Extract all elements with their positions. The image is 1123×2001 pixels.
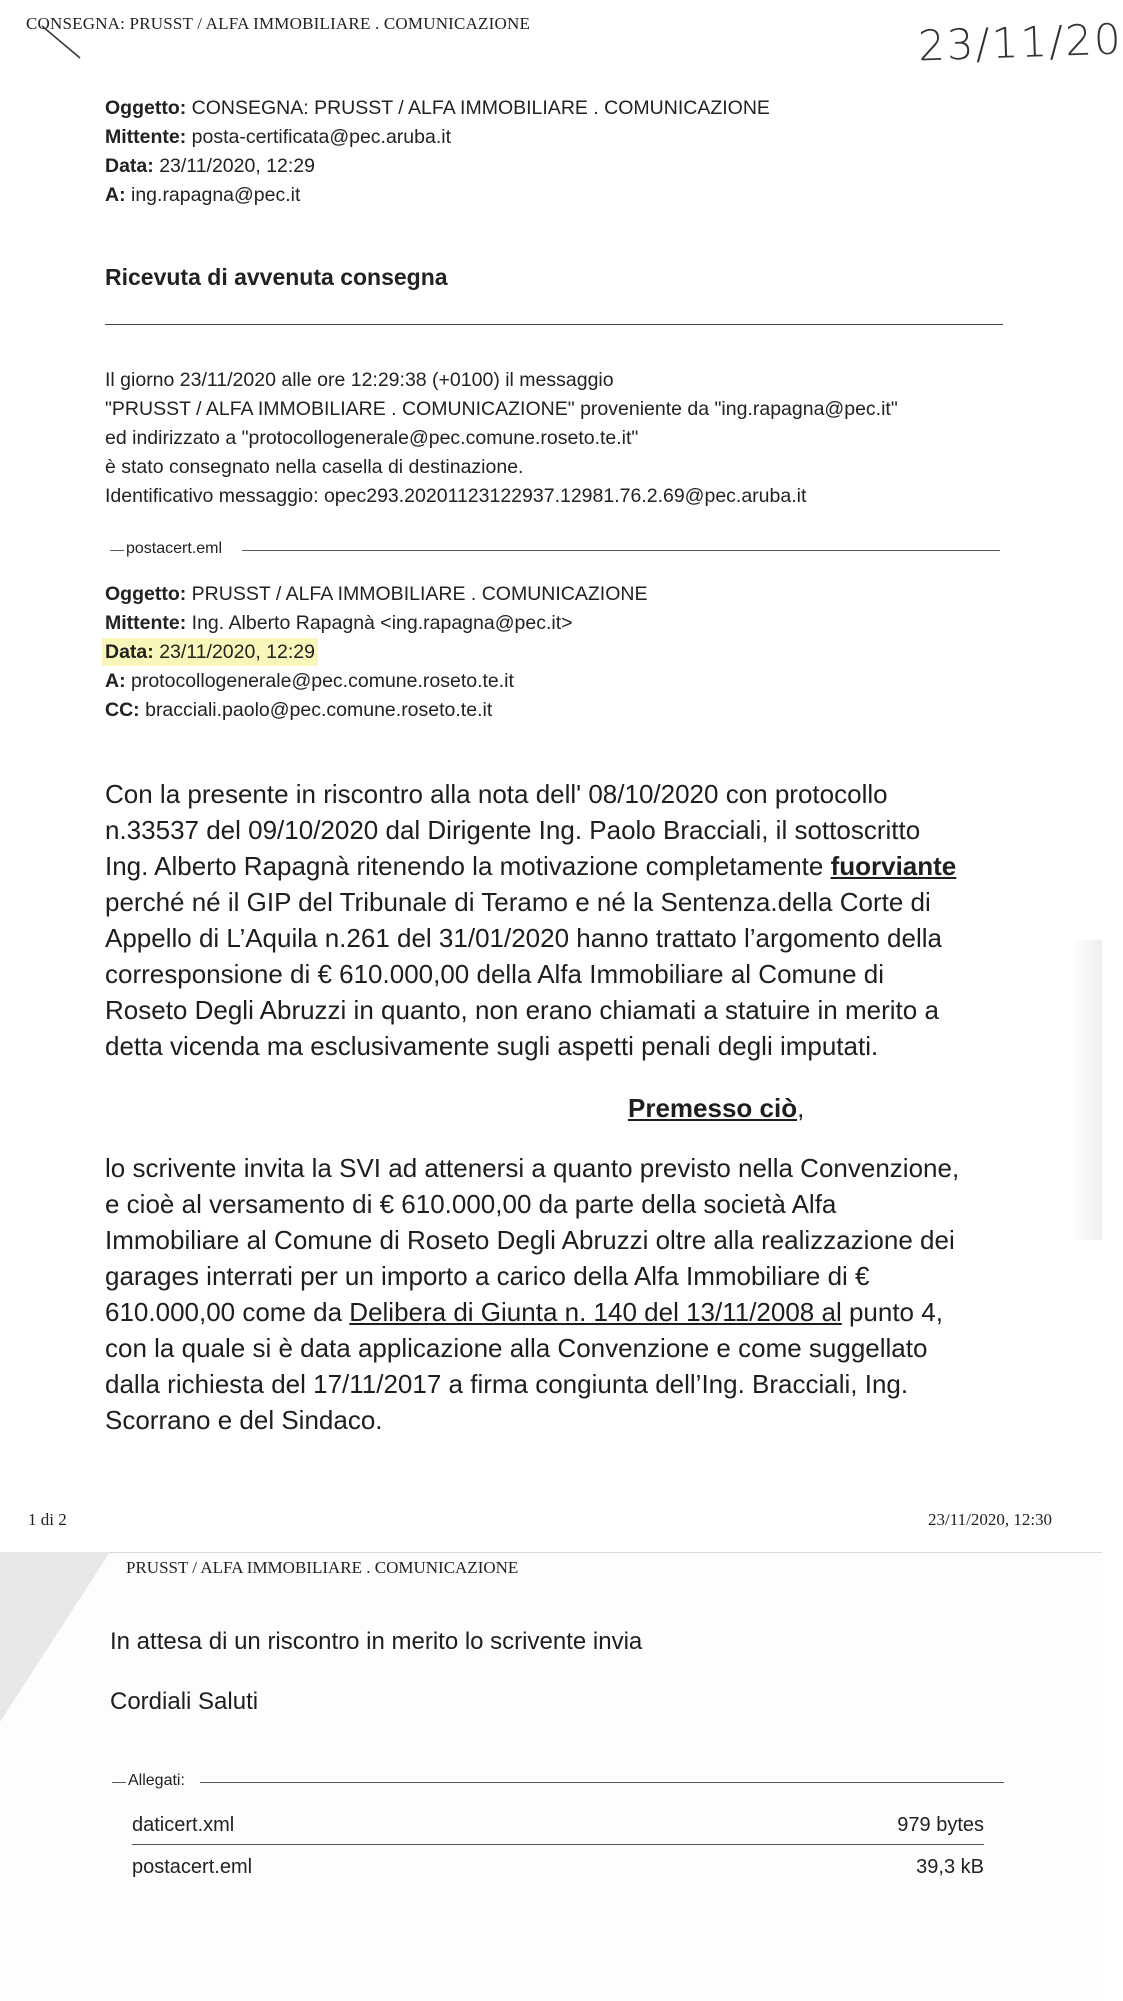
attachment-size: 979 bytes	[897, 1814, 984, 1836]
folded-corner	[0, 1552, 110, 1722]
print-timestamp: 23/11/2020, 12:30	[928, 1510, 1053, 1529]
attachment-name[interactable]: daticert.xml	[132, 1814, 235, 1836]
text-line: Scorrano e del Sindaco.	[105, 1405, 383, 1435]
text-line: detta vicenda ma esclusivamente sugli aspetti penali degli imputati.	[105, 1031, 879, 1061]
receipt-body	[105, 366, 898, 511]
message-header	[105, 580, 647, 725]
message-cc-row: CC: bracciali.paolo@pec.comune.roseto.te.it	[105, 699, 493, 721]
receipt-line: ed indirizzato a "protocollogenerale@pec.comune.roseto.te.it"	[105, 427, 639, 449]
receipt-to-row: A: ing.rapagna@pec.it	[105, 184, 301, 206]
emphasis-fuorviante: fuorviante	[830, 851, 957, 881]
closing-line-1: In attesa di un riscontro in merito lo scrivente invia	[110, 1628, 643, 1655]
receipt-sender-row: Mittente: posta-certificata@pec.aruba.it	[105, 126, 452, 148]
text-line: dalla richiesta del 17/11/2017 a firma congiunta dell’Ing. Bracciali, Ing.	[105, 1369, 909, 1399]
paragraph-2	[105, 1150, 1005, 1438]
scan-shadow	[1072, 940, 1102, 1240]
page2-header: PRUSST / ALFA IMMOBILIARE . COMUNICAZIONE	[126, 1558, 519, 1577]
receipt-line: è stato consegnato nella casella di destinazione.	[105, 456, 524, 478]
receipt-header	[105, 94, 770, 210]
text-line: corresponsione di € 610.000,00 della Alfa Immobiliare al Comune di	[105, 959, 885, 989]
text-line: perché né il GIP del Tribunale di Teramo e né la Sentenza.della Corte di	[105, 887, 931, 917]
message-subject-row: Oggetto: PRUSST / ALFA IMMOBILIARE . COMUNICAZIONE	[105, 583, 648, 605]
delibera-reference: Delibera di Giunta n. 140 del 13/11/2008 al	[349, 1297, 842, 1327]
receipt-subject-row: Oggetto: CONSEGNA: PRUSST / ALFA IMMOBILIARE . COMUNICAZIONE	[105, 97, 770, 119]
message-sender-row: Mittente: Ing. Alberto Rapagnà <ing.rapagna@pec.it>	[105, 612, 573, 634]
print-header: CONSEGNA: PRUSST / ALFA IMMOBILIARE . COMUNICAZIONE	[26, 14, 531, 33]
message-to-row: A: protocollogenerale@pec.comune.roseto.te.it	[105, 670, 514, 692]
text-line: Con la presente in riscontro alla nota dell' 08/10/2020 con protocollo	[105, 779, 888, 809]
attachment-row[interactable]	[132, 1810, 984, 1845]
text-line: n.33537 del 09/10/2020 dal Dirigente Ing. Paolo Bracciali, il sottoscritto	[105, 815, 921, 845]
receipt-line: Il giorno 23/11/2020 alle ore 12:29:38 (+0100) il messaggio	[105, 369, 614, 391]
text-line: garages interrati per un importo a carico della Alfa Immobiliare di €	[105, 1261, 870, 1291]
message-date-row: Data: 23/11/2020, 12:29	[105, 641, 315, 663]
title-rule	[105, 324, 1003, 325]
attachment-size: 39,3 kB	[916, 1856, 984, 1878]
divider-label: postacert.eml	[126, 540, 223, 557]
pen-mark	[40, 22, 100, 62]
text-line: Appello di L’Aquila n.261 del 31/01/2020 hanno trattato l’argomento della	[105, 923, 942, 953]
attachments-label: Allegati:	[128, 1772, 185, 1789]
receipt-date-row: Data: 23/11/2020, 12:29	[105, 155, 315, 177]
page-number: 1 di 2	[28, 1510, 67, 1529]
text-line: Ing. Alberto Rapagnà ritenendo la motivazione completamente fuorviante	[105, 851, 957, 881]
attachment-name[interactable]: postacert.eml	[132, 1856, 253, 1878]
text-line: con la quale si è data applicazione alla Convenzione e come suggellato	[105, 1333, 928, 1363]
postacert-divider	[110, 540, 1000, 560]
text-line: 610.000,00 come da Delibera di Giunta n. 140 del 13/11/2008 al punto 4,	[105, 1297, 943, 1327]
text-line: lo scrivente invita la SVI ad attenersi a quanto previsto nella Convenzione,	[105, 1153, 960, 1183]
premesso-heading: Premesso ciò,	[628, 1093, 805, 1123]
handwritten-date: 23/11/20	[917, 14, 1123, 71]
attachments-divider	[112, 1772, 1004, 1792]
receipt-line: "PRUSST / ALFA IMMOBILIARE . COMUNICAZIONE" proveniente da "ing.rapagna@pec.it"	[105, 398, 898, 420]
receipt-title: Ricevuta di avvenuta consegna	[105, 264, 448, 290]
text-line: Immobiliare al Comune di Roseto Degli Abruzzi oltre alla realizzazione dei	[105, 1225, 955, 1255]
receipt-line: Identificativo messaggio: opec293.20201123122937.12981.76.2.69@pec.aruba.it	[105, 485, 807, 507]
paragraph-1	[105, 776, 1005, 1064]
closing-line-2: Cordiali Saluti	[110, 1688, 259, 1715]
text-line: e cioè al versamento di € 610.000,00 da parte della società Alfa	[105, 1189, 837, 1219]
text-line: Roseto Degli Abruzzi in quanto, non erano chiamati a statuire in merito a	[105, 995, 939, 1025]
attachment-row[interactable]	[132, 1852, 984, 1886]
